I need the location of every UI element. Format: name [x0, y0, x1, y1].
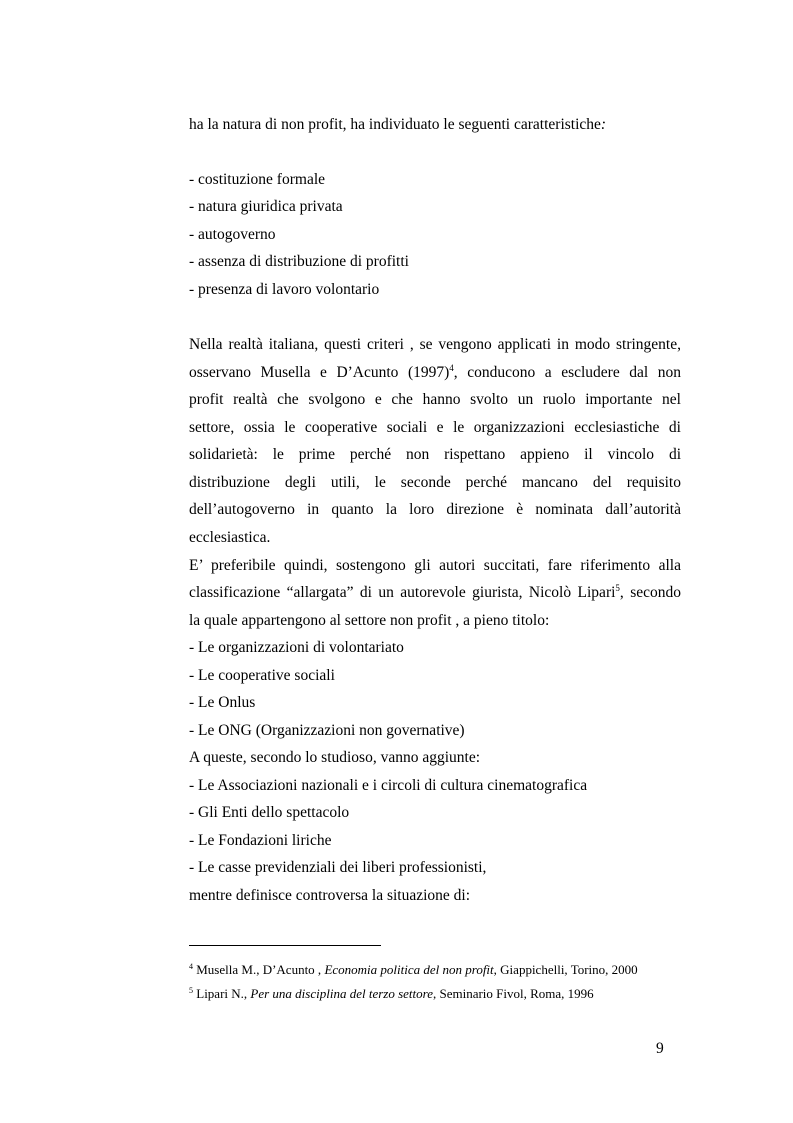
paragraph-line: Nella realtà italiana, questi criteri , se vengono applicati in modo stringente, [189, 336, 681, 353]
footnote-ref-4: 4 [449, 363, 454, 373]
intro-line: ha la natura di non profit, ha individuato le seguenti caratteristiche: [189, 116, 607, 133]
paragraph-line: E’ preferibile quindi, sostengono gli autori succitati, fare riferimento alla [189, 557, 681, 574]
list-item: - Gli Enti dello spettacolo [189, 804, 350, 821]
criteria-item: - autogoverno [189, 226, 276, 243]
criteria-item: - presenza di lavoro volontario [189, 281, 380, 298]
criteria-item: - costituzione formale [189, 171, 326, 188]
closing-line: mentre definisce controversa la situazione di: [189, 887, 471, 904]
paragraph-line: profit realtà che svolgono e che hanno svolto un ruolo importante nel [189, 391, 681, 408]
additions-intro: A queste, secondo lo studioso, vanno aggiunte: [189, 749, 481, 766]
footnote-separator [189, 945, 381, 946]
list-item: - Le Fondazioni liriche [189, 832, 332, 849]
paragraph-line: ecclesiastica. [189, 529, 271, 546]
list-item: - Le organizzazioni di volontariato [189, 639, 404, 656]
list-item: - Le Onlus [189, 694, 256, 711]
paragraph-line: dell’autogoverno in quanto la loro direzione è nominata dall’autorità [189, 501, 681, 518]
paragraph-line: osservano Musella e D’Acunto $(1997)^4$, conducono a escludere dal non [189, 363, 681, 381]
paragraph-line: settore, ossia le cooperative sociali e le organizzazioni ecclesiastiche di [189, 419, 681, 436]
page-number: 9 [656, 1040, 664, 1057]
list-item: - Le ONG (Organizzazioni non governative) [189, 722, 465, 739]
footnote-ref-5: 5 [615, 583, 620, 593]
criteria-item: - natura giuridica privata [189, 198, 343, 215]
paragraph-line: la quale appartengono al settore non profit , a pieno titolo: [189, 612, 550, 629]
criteria-item: - assenza di distribuzione di profitti [189, 253, 409, 270]
list-item: - Le casse previdenziali dei liberi professionisti, [189, 859, 487, 876]
paragraph-line: solidarietà: le prime perché non rispettano appieno il vincolo di [189, 446, 681, 463]
paragraph-line: distribuzione degli utili, le seconde perché mancano del requisito [189, 474, 681, 491]
footnote: $^5$ Lipari N., Per una disciplina del terzo settore, Seminario Fivol, Roma, 1996 [189, 986, 594, 1001]
list-item: - Le cooperative sociali [189, 667, 335, 684]
list-item: - Le Associazioni nazionali e i circoli di cultura cinematografica [189, 777, 588, 794]
footnote: $^4$ Musella M., D’Acunto , Economia politica del non profit, Giappichelli, Torino, 2000 [189, 962, 638, 977]
paragraph-line: classificazione “allargata” di un autorevole giurista, Nicolò Lipari$^5$, secondo [189, 583, 681, 601]
